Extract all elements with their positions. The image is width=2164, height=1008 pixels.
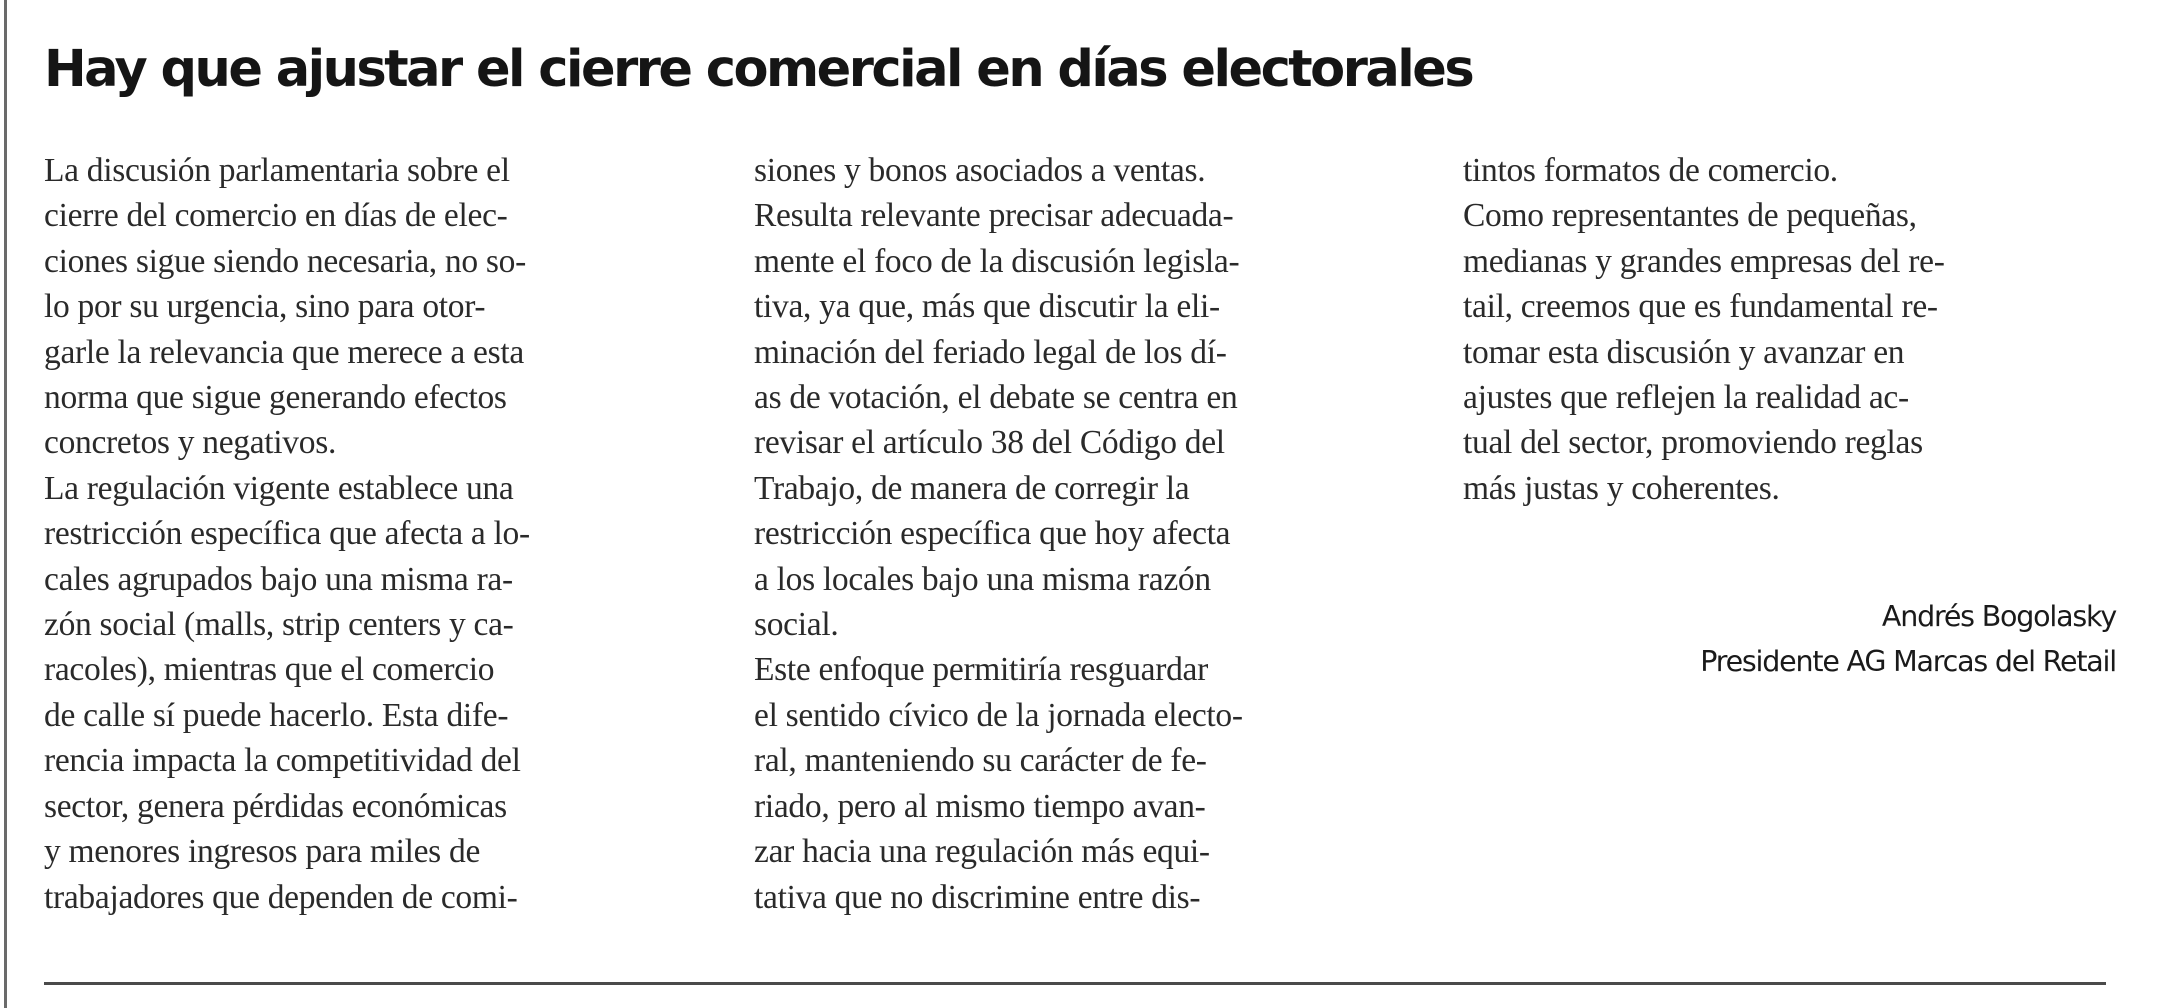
article-paragraph — [44, 148, 530, 466]
bottom-rule — [44, 982, 2106, 985]
text-line: tintos formatos de comercio. — [1463, 152, 1838, 189]
article-paragraph — [1463, 193, 1945, 511]
text-line: trabajadores que dependen de comi- — [44, 878, 518, 916]
article-column-3 — [1463, 148, 1945, 511]
text-line: zar hacia una regulación más equi- — [754, 833, 1210, 871]
article-signature — [1700, 594, 2116, 684]
text-line: concretos y negativos. — [44, 424, 337, 462]
text-line: lo por su urgencia, sino para otor- — [44, 288, 486, 326]
text-line: tiva, ya que, más que discutir la eli- — [754, 288, 1220, 326]
author-title: Presidente AG Marcas del Retail — [1700, 645, 2116, 678]
text-line: restricción específica que afecta a lo- — [44, 515, 530, 553]
text-line: tail, creemos que es fundamental re- — [1463, 288, 1938, 326]
text-line: más justas y coherentes. — [1463, 469, 1780, 507]
text-line: tativa que no discrimine entre dis- — [754, 878, 1201, 916]
text-line: Este enfoque permitiría resguardar — [754, 651, 1208, 689]
text-line: Como representantes de pequeñas, — [1463, 197, 1917, 235]
text-line: zón social (malls, strip centers y ca- — [44, 606, 514, 644]
text-line: a los locales bajo una misma razón — [754, 560, 1211, 598]
text-line: mente el foco de la discusión legisla- — [754, 242, 1240, 280]
text-line: revisar el artículo 38 del Código del — [754, 424, 1225, 462]
text-line: y menores ingresos para miles de — [44, 833, 481, 871]
text-line: riado, pero al mismo tiempo avan- — [754, 787, 1206, 825]
author-name: Andrés Bogolasky — [1881, 600, 2116, 633]
text-line: minación del feriado legal de los dí- — [754, 333, 1227, 371]
article-paragraph — [754, 148, 1243, 193]
article-column-2 — [754, 148, 1243, 920]
text-line: ciones sigue siendo necesaria, no so- — [44, 242, 526, 280]
text-line: sector, genera pérdidas económicas — [44, 787, 507, 825]
text-line: tual del sector, promoviendo reglas — [1463, 424, 1923, 462]
text-line: racoles), mientras que el comercio — [44, 651, 495, 689]
text-line: el sentido cívico de la jornada electo- — [754, 696, 1243, 734]
article-paragraph — [44, 466, 530, 920]
text-line: cierre del comercio en días de elec- — [44, 197, 508, 235]
text-line: as de votación, el debate se centra en — [754, 379, 1238, 417]
text-line: norma que sigue generando efectos — [44, 379, 507, 417]
text-line: La discusión parlamentaria sobre el — [44, 152, 510, 189]
text-line: de calle sí puede hacerlo. Esta dife- — [44, 696, 509, 734]
text-line: medianas y grandes empresas del re- — [1463, 242, 1945, 280]
article-paragraph — [1463, 148, 1945, 193]
text-line: La regulación vigente establece una — [44, 469, 514, 507]
text-line: Trabajo, de manera de corregir la — [754, 469, 1190, 507]
text-line: restricción específica que hoy afecta — [754, 515, 1231, 553]
article-paragraph — [754, 193, 1243, 647]
left-column-rule — [4, 0, 7, 1008]
text-line: garle la relevancia que merece a esta — [44, 333, 524, 371]
text-line: siones y bonos asociados a ventas. — [754, 152, 1206, 189]
article-column-1 — [44, 148, 530, 920]
text-line: rencia impacta la competitividad del — [44, 742, 521, 780]
article-headline: Hay que ajustar el cierre comercial en días electorales — [44, 40, 1473, 99]
text-line: ral, manteniendo su carácter de fe- — [754, 742, 1207, 780]
text-line: Resulta relevante precisar adecuada- — [754, 197, 1234, 235]
article-paragraph — [754, 647, 1243, 919]
text-line: social. — [754, 606, 839, 644]
text-line: tomar esta discusión y avanzar en — [1463, 333, 1905, 371]
text-line: ajustes que reflejen la realidad ac- — [1463, 379, 1909, 417]
text-line: cales agrupados bajo una misma ra- — [44, 560, 513, 598]
